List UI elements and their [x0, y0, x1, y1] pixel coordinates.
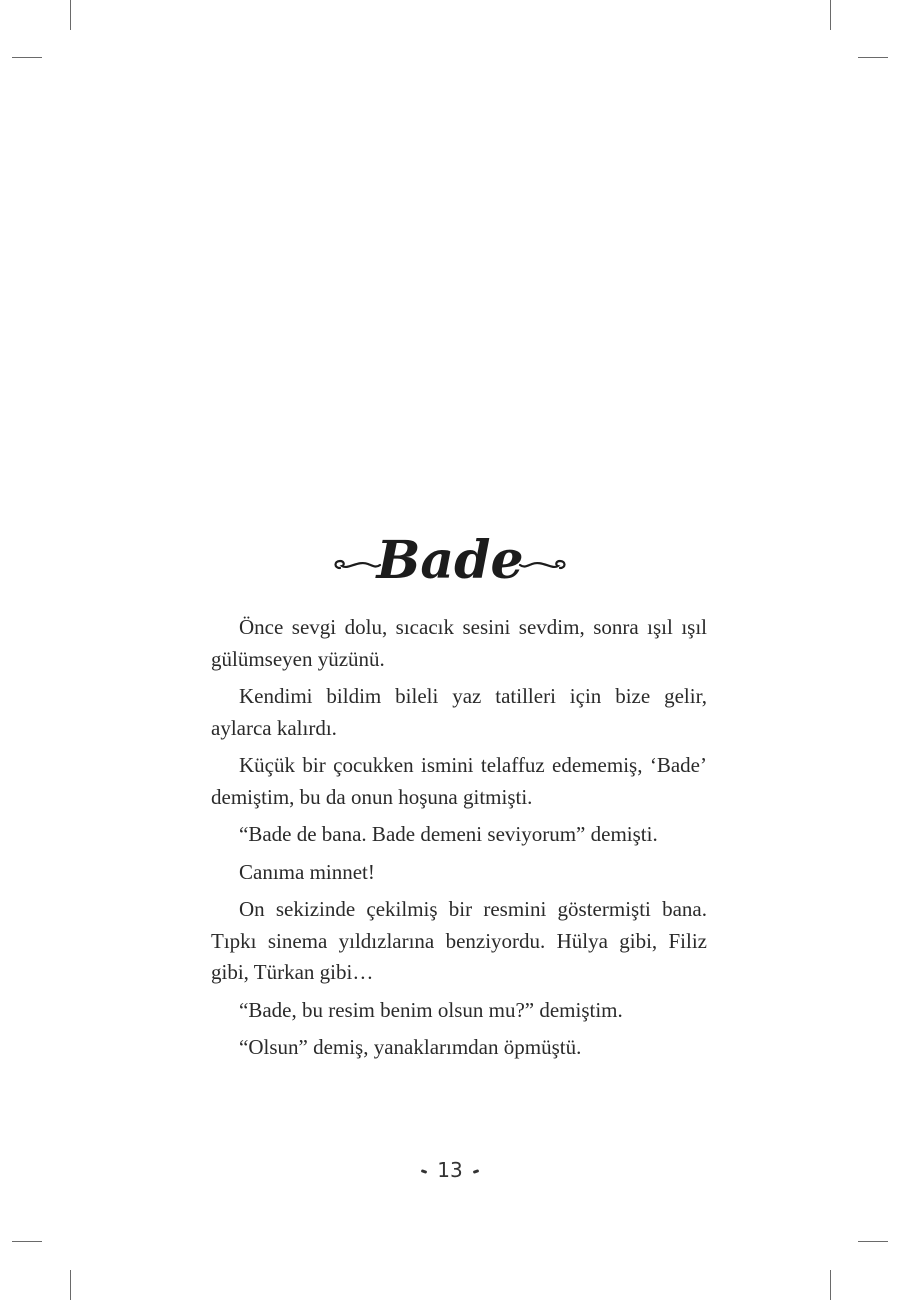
paragraph-7: “Bade, bu resim benim olsun mu?” demiştim.	[239, 997, 623, 1022]
right-dot-ornament-icon	[472, 1169, 479, 1174]
left-dot-ornament-icon	[421, 1169, 428, 1174]
crop-mark-top-left-vertical	[70, 0, 71, 30]
crop-mark-bottom-right-horizontal	[858, 1241, 888, 1242]
paragraph-4: “Bade de bana. Bade demeni seviyorum” demişti.	[239, 822, 658, 846]
crop-mark-top-right-vertical	[830, 0, 831, 30]
paragraph-6: On sekizinde çekilmiş bir resmini göstermişti bana. Tıpkı sinema yıldızlarına benziyordu. Hülya gibi, Filiz gibi, Türkan gibi…	[211, 897, 707, 984]
chapter-heading-graphic	[330, 518, 570, 598]
chapter-body	[211, 612, 707, 1070]
page-number-footer	[0, 1158, 900, 1182]
page-number: 13	[437, 1158, 463, 1182]
crop-mark-bottom-right-vertical	[830, 1270, 831, 1300]
crop-mark-bottom-left-vertical	[70, 1270, 71, 1300]
right-swirl-ornament-icon	[520, 561, 565, 568]
paragraph-1: Önce sevgi dolu, sıcacık sesini sevdim, sonra ışıl ışıl gülümseyen yüzünü.	[211, 615, 707, 671]
left-swirl-ornament-icon	[336, 561, 381, 568]
paragraph-3: Küçük bir çocukken ismini telaffuz edememiş, ‘Bade’ demiştim, bu da onun hoşuna gitmişti.	[211, 753, 707, 809]
chapter-title: Bade	[376, 530, 524, 591]
crop-mark-top-left-horizontal	[12, 57, 42, 58]
crop-mark-top-right-horizontal	[858, 57, 888, 58]
paragraph-8: “Olsun” demiş, yanaklarımdan öpmüştü.	[239, 1035, 582, 1059]
paragraph-5: Canıma minnet!	[239, 859, 375, 884]
chapter-heading	[0, 518, 900, 598]
crop-mark-bottom-left-horizontal	[12, 1241, 42, 1242]
paragraph-2: Kendimi bildim bileli yaz tatilleri için bize gelir, aylarca kalırdı.	[211, 684, 707, 740]
